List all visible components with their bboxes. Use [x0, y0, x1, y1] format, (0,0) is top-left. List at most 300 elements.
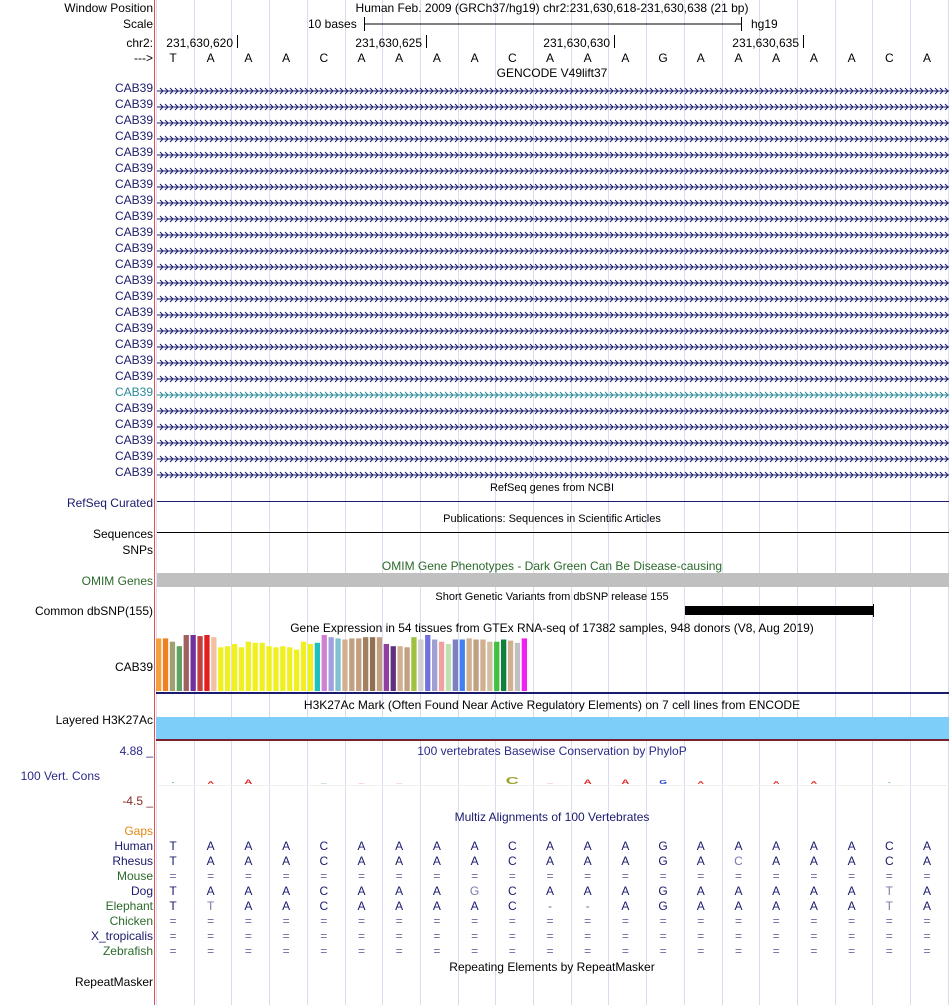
dbsnp-variant-bar[interactable]	[685, 606, 874, 615]
gencode-transcript-label[interactable]: CAB39	[114, 369, 153, 383]
multiz-base: G	[658, 854, 668, 868]
gtex-tissue-bar[interactable]	[280, 646, 285, 691]
multiz-base: A	[772, 854, 781, 868]
gencode-transcript-label[interactable]: CAB39	[114, 321, 153, 335]
scale-assembly: hg19	[751, 17, 778, 31]
base-letter: A	[621, 51, 630, 65]
multiz-base: =	[282, 914, 290, 928]
ruler-tick-label: 231,630,620	[166, 36, 233, 50]
multiz-base: =	[810, 929, 818, 943]
gencode-transcript-label[interactable]: CAB39	[114, 433, 153, 447]
refseq-track-label[interactable]: RefSeq Curated	[66, 496, 153, 510]
strand-label: --->	[134, 51, 153, 65]
multiz-base: =	[357, 944, 366, 958]
multiz-base: =	[734, 929, 743, 943]
gencode-transcript[interactable]	[157, 100, 949, 108]
gtex-tissue-bar[interactable]	[322, 635, 327, 691]
gencode-transcript[interactable]	[157, 388, 949, 396]
dbsnp-track-label[interactable]: Common dbSNP(155)	[34, 604, 153, 618]
multiz-base: A	[432, 854, 441, 868]
h3k27ac-track-title: H3K27Ac Mark (Often Found Near Active Regulatory Elements) on 7 cell lines from ENCODE	[303, 698, 801, 712]
gencode-transcript-label[interactable]: CAB39	[114, 113, 153, 127]
multiz-base: =	[207, 914, 215, 928]
multiz-base: T	[169, 899, 177, 913]
multiz-base: =	[848, 869, 856, 883]
multiz-base: A	[357, 884, 366, 898]
multiz-base: =	[395, 869, 403, 883]
gencode-transcript[interactable]	[157, 244, 949, 252]
multiz-base: A	[696, 839, 705, 853]
scale-bar	[362, 16, 746, 32]
multiz-base: =	[697, 944, 705, 958]
gtex-tissue-bar[interactable]	[349, 638, 354, 691]
multiz-base: A	[621, 839, 630, 853]
multiz-base: A	[621, 899, 630, 913]
gencode-transcript-label[interactable]: CAB39	[114, 97, 153, 111]
gencode-transcript-label[interactable]: CAB39	[114, 401, 153, 415]
multiz-base: C	[507, 854, 517, 868]
assembly-position-text: Human Feb. 2009 (GRCh37/hg19) chr2:231,630,618-231,630,638 (21 bp)	[355, 1, 749, 15]
multiz-species-label[interactable]: Rhesus	[112, 854, 153, 868]
gtex-tissue-bar[interactable]	[204, 635, 209, 691]
multiz-base: =	[357, 929, 366, 943]
multiz-species-label[interactable]: Zebrafish	[102, 944, 153, 958]
multiz-base: =	[923, 944, 931, 958]
snps-group-label: SNPs	[122, 543, 153, 557]
multiz-base: A	[922, 854, 932, 868]
gencode-track-title: GENCODE V49lift37	[496, 66, 608, 80]
gtex-tissue-bar[interactable]	[211, 637, 216, 691]
conservation-glyph: -	[887, 780, 891, 786]
gtex-tissue-bar[interactable]	[197, 636, 202, 691]
h3k27ac-track-label[interactable]: Layered H3K27Ac	[55, 713, 153, 727]
multiz-base: =	[433, 869, 441, 883]
multiz-base: C	[884, 854, 894, 868]
gencode-transcript-label[interactable]: CAB39	[114, 225, 153, 239]
gtex-tissue-bar[interactable]	[453, 640, 458, 692]
multiz-base: =	[357, 914, 366, 928]
gencode-transcript[interactable]	[157, 372, 949, 380]
base-letter: A	[357, 51, 366, 65]
gencode-transcript-label[interactable]: CAB39	[114, 145, 153, 159]
gtex-tissue-bar[interactable]	[184, 635, 189, 691]
gencode-transcript-label[interactable]: CAB39	[114, 337, 153, 351]
multiz-base: A	[244, 899, 253, 913]
multiz-base: =	[508, 914, 516, 928]
multiz-base: =	[244, 869, 252, 883]
multiz-base: A	[282, 884, 291, 898]
gencode-transcript-label[interactable]: CAB39	[114, 465, 153, 479]
multiz-species-label[interactable]: Mouse	[116, 869, 153, 883]
multiz-base: =	[848, 914, 856, 928]
multiz-base: C	[734, 854, 743, 868]
gtex-tissue-bar[interactable]	[473, 640, 478, 692]
multiz-base: =	[320, 869, 328, 883]
gencode-transcript-label[interactable]: CAB39	[114, 273, 153, 287]
gtex-tissue-bar[interactable]	[522, 638, 527, 691]
multiz-base: A	[696, 884, 705, 898]
multiz-base: A	[772, 839, 781, 853]
multiz-base: A	[734, 839, 743, 853]
gtex-tissue-bar[interactable]	[294, 650, 299, 691]
ruler-tick-label: 231,630,630	[543, 36, 610, 50]
multiz-base: T	[885, 884, 893, 898]
gencode-transcript-label[interactable]: CAB39	[114, 417, 153, 431]
gencode-transcript[interactable]	[157, 180, 949, 188]
base-letter: G	[658, 51, 668, 65]
gencode-transcript[interactable]	[157, 356, 949, 364]
gtex-tissue-bar[interactable]	[163, 638, 168, 691]
multiz-base: A	[621, 854, 630, 868]
refseq-track-line[interactable]	[157, 501, 949, 502]
multiz-base: =	[772, 944, 780, 958]
base-letter: A	[206, 51, 215, 65]
omim-track-label[interactable]: OMIM Genes	[81, 574, 153, 588]
gencode-transcript-label[interactable]: CAB39	[114, 305, 153, 319]
gencode-transcript-label[interactable]: CAB39	[114, 193, 153, 207]
multiz-base: =	[584, 944, 592, 958]
gtex-tissue-bar[interactable]	[225, 646, 230, 691]
multiz-base: =	[885, 929, 893, 943]
gtex-tissue-bar[interactable]	[335, 638, 340, 691]
gencode-transcript[interactable]	[157, 84, 949, 92]
repeatmasker-track-title: Repeating Elements by RepeatMasker	[449, 960, 655, 974]
multiz-base: =	[734, 944, 743, 958]
multiz-base: A	[244, 839, 253, 853]
multiz-species-label[interactable]: Human	[114, 839, 153, 853]
multiz-base: =	[433, 944, 441, 958]
multiz-base: =	[621, 914, 629, 928]
label-divider	[154, 0, 155, 1005]
conservation-glyph: G	[659, 779, 667, 786]
gtex-tissue-bar[interactable]	[170, 642, 175, 691]
multiz-species-label[interactable]: Elephant	[105, 899, 153, 913]
gencode-transcript[interactable]	[157, 308, 949, 316]
conservation-logo[interactable]	[156, 766, 949, 786]
conservation-glyph: A	[772, 779, 780, 786]
multiz-base: A	[395, 854, 404, 868]
gtex-tissue-bar[interactable]	[377, 637, 382, 691]
ruler-tick-label: 231,630,625	[355, 36, 422, 50]
ruler-tick-mark	[614, 35, 615, 48]
multiz-base: =	[584, 929, 592, 943]
multiz-base: =	[546, 929, 554, 943]
multiz-base: =	[433, 914, 441, 928]
conservation-min-label: -4.5 _	[122, 794, 153, 808]
gtex-tissue-bar[interactable]	[308, 644, 313, 691]
gtex-tissue-bar[interactable]	[384, 644, 389, 691]
multiz-base: =	[848, 929, 856, 943]
gtex-tissue-bar[interactable]	[398, 646, 403, 691]
conservation-glyph: A	[207, 779, 214, 786]
multiz-base: C	[319, 899, 329, 913]
multiz-base: C	[319, 884, 329, 898]
multiz-base: =	[697, 869, 705, 883]
gencode-transcript[interactable]	[157, 420, 949, 428]
multiz-track-title: Multiz Alignments of 100 Vertebrates	[454, 810, 650, 824]
multiz-base: =	[471, 869, 479, 883]
multiz-base: A	[696, 854, 705, 868]
multiz-base: =	[697, 914, 705, 928]
gtex-tissue-bar[interactable]	[391, 646, 396, 691]
gencode-transcript[interactable]	[157, 212, 949, 220]
gtex-tissue-bar[interactable]	[487, 642, 492, 691]
multiz-base: =	[772, 869, 780, 883]
multiz-base: -	[585, 899, 590, 913]
publications-track-line[interactable]	[157, 532, 949, 533]
h3k27ac-signal[interactable]	[156, 717, 949, 739]
gtex-tissue-bar[interactable]	[315, 643, 320, 691]
multiz-base: =	[546, 869, 554, 883]
gtex-tissue-bar[interactable]	[239, 647, 244, 691]
multiz-base: A	[432, 884, 441, 898]
multiz-base: A	[244, 854, 253, 868]
multiz-base: =	[207, 929, 215, 943]
multiz-base: =	[885, 869, 893, 883]
omim-track-bar[interactable]	[157, 573, 949, 587]
gtex-tissue-bar[interactable]	[156, 638, 161, 691]
gtex-tissue-bar[interactable]	[411, 637, 416, 691]
multiz-base: A	[583, 839, 592, 853]
gencode-transcript[interactable]	[157, 260, 949, 268]
multiz-base: =	[848, 944, 856, 958]
chrom-label: chr2:	[126, 36, 153, 50]
gencode-transcript[interactable]	[157, 292, 949, 300]
gtex-expression-chart[interactable]	[156, 634, 556, 692]
dbsnp-track-title: Short Genetic Variants from dbSNP release 155	[435, 591, 669, 603]
gencode-transcript-label[interactable]: CAB39	[114, 385, 153, 399]
multiz-base: A	[734, 899, 743, 913]
scale-label: Scale	[122, 17, 153, 31]
gtex-tissue-bar[interactable]	[287, 647, 292, 691]
multiz-base: A	[206, 884, 215, 898]
multiz-base: A	[432, 839, 441, 853]
gtex-tissue-bar[interactable]	[404, 647, 409, 691]
multiz-base: =	[923, 869, 931, 883]
gtex-track-label[interactable]: CAB39	[114, 660, 153, 674]
gencode-transcript[interactable]	[157, 228, 949, 236]
base-letter: A	[696, 51, 705, 65]
base-letter: C	[884, 51, 894, 65]
multiz-base: =	[169, 914, 177, 928]
gtex-tissue-bar[interactable]	[363, 637, 368, 691]
multiz-base: =	[734, 914, 743, 928]
gtex-tissue-bar[interactable]	[342, 640, 347, 692]
gencode-transcript[interactable]	[157, 324, 949, 332]
multiz-species-label[interactable]: Chicken	[109, 914, 153, 928]
multiz-base: A	[809, 839, 818, 853]
multiz-base: =	[697, 929, 705, 943]
gtex-tissue-bar[interactable]	[253, 643, 258, 691]
gtex-tissue-bar[interactable]	[467, 638, 472, 691]
gtex-tissue-bar[interactable]	[460, 640, 465, 692]
gencode-transcript-label[interactable]: CAB39	[114, 241, 153, 255]
gtex-tissue-bar[interactable]	[418, 640, 423, 692]
gtex-tissue-bar[interactable]	[177, 646, 182, 691]
gtex-tissue-bar[interactable]	[480, 640, 485, 692]
gtex-tissue-bar[interactable]	[232, 644, 237, 691]
gtex-tissue-bar[interactable]	[356, 638, 361, 691]
gencode-transcript[interactable]	[157, 452, 949, 460]
gtex-tissue-bar[interactable]	[508, 641, 513, 691]
scale-text: 10 bases	[308, 17, 357, 31]
gencode-transcript-label[interactable]: CAB39	[114, 81, 153, 95]
multiz-base: A	[470, 839, 479, 853]
multiz-base: A	[545, 884, 555, 898]
multiz-base: T	[885, 899, 893, 913]
multiz-base: =	[659, 944, 667, 958]
multiz-base: =	[207, 869, 215, 883]
multiz-base: =	[508, 944, 516, 958]
gtex-track-separator	[156, 692, 949, 694]
gencode-transcript[interactable]	[157, 404, 949, 412]
gtex-tissue-bar[interactable]	[446, 644, 451, 691]
multiz-base: A	[621, 884, 630, 898]
publications-track-label[interactable]: Sequences	[92, 527, 153, 541]
multiz-base: =	[508, 929, 516, 943]
multiz-base: =	[282, 929, 290, 943]
multiz-base: T	[169, 884, 177, 898]
gtex-tissue-bar[interactable]	[273, 647, 278, 691]
base-letter: C	[319, 51, 329, 65]
multiz-species-label[interactable]: Dog	[130, 884, 153, 898]
gtex-tissue-bar[interactable]	[191, 635, 196, 691]
gencode-transcript-label[interactable]: CAB39	[114, 449, 153, 463]
gtex-tissue-bar[interactable]	[439, 642, 444, 691]
multiz-base: =	[207, 944, 215, 958]
multiz-base: -	[548, 899, 552, 913]
multiz-base: =	[659, 914, 667, 928]
gencode-transcript[interactable]	[157, 116, 949, 124]
multiz-base: A	[357, 854, 366, 868]
multiz-base: A	[545, 839, 555, 853]
base-letter: A	[432, 51, 441, 65]
multiz-base: A	[282, 839, 291, 853]
multiz-base: A	[772, 899, 781, 913]
h3k27ac-baseline	[156, 739, 949, 741]
conservation-glyph: —	[320, 781, 327, 786]
base-letter: T	[169, 51, 177, 65]
multiz-base: C	[507, 884, 517, 898]
conservation-max-label: 4.88 _	[119, 744, 153, 758]
gtex-tissue-bar[interactable]	[218, 647, 223, 691]
multiz-base: =	[282, 869, 290, 883]
multiz-base: A	[357, 839, 366, 853]
gtex-tissue-bar[interactable]	[301, 642, 306, 691]
gencode-transcript-label[interactable]: CAB39	[114, 257, 153, 271]
multiz-base: =	[772, 914, 780, 928]
gencode-transcript[interactable]	[157, 196, 949, 204]
gtex-tissue-bar[interactable]	[432, 640, 437, 692]
gtex-tissue-bar[interactable]	[260, 643, 265, 691]
multiz-base: =	[169, 869, 177, 883]
base-letter: A	[734, 51, 743, 65]
base-letter: A	[583, 51, 592, 65]
gencode-transcript-label[interactable]: CAB39	[114, 289, 153, 303]
multiz-species-label[interactable]: X_tropicalis	[90, 929, 153, 943]
gencode-transcript[interactable]	[157, 340, 949, 348]
multiz-base: =	[471, 929, 479, 943]
gtex-tissue-bar[interactable]	[370, 637, 375, 691]
gencode-transcript[interactable]	[157, 276, 949, 284]
ruler-tick-mark	[237, 35, 238, 48]
gtex-tissue-bar[interactable]	[494, 642, 499, 691]
multiz-base: =	[621, 944, 629, 958]
multiz-base: =	[508, 869, 516, 883]
ruler-tick-mark	[426, 35, 427, 48]
gencode-transcript[interactable]	[157, 148, 949, 156]
multiz-base: =	[357, 869, 366, 883]
base-letter: A	[847, 51, 856, 65]
base-letter: A	[545, 51, 555, 65]
gencode-transcript[interactable]	[157, 164, 949, 172]
multiz-base: =	[395, 929, 403, 943]
gtex-tissue-bar[interactable]	[501, 640, 506, 692]
gencode-transcript[interactable]	[157, 468, 949, 476]
multiz-base: A	[282, 854, 291, 868]
gencode-transcript-label[interactable]: CAB39	[114, 209, 153, 223]
conservation-glyph: A	[810, 779, 818, 786]
gtex-tissue-bar[interactable]	[425, 635, 430, 691]
gaps-label: Gaps	[124, 824, 153, 838]
multiz-base: =	[810, 944, 818, 958]
gencode-transcript[interactable]	[157, 436, 949, 444]
multiz-base: =	[621, 869, 629, 883]
base-letter: A	[244, 51, 253, 65]
base-letter: A	[809, 51, 818, 65]
multiz-base: =	[621, 929, 629, 943]
omim-track-title: OMIM Gene Phenotypes - Dark Green Can Be Disease-causing	[381, 559, 723, 573]
ruler-tick-mark	[803, 35, 804, 48]
gencode-transcript-label[interactable]: CAB39	[114, 177, 153, 191]
multiz-base: =	[584, 914, 592, 928]
multiz-base: A	[734, 884, 743, 898]
gtex-tissue-bar[interactable]	[329, 637, 334, 691]
multiz-base: A	[772, 884, 781, 898]
multiz-base: =	[659, 869, 667, 883]
gencode-transcript-label[interactable]: CAB39	[114, 353, 153, 367]
multiz-base: =	[584, 869, 592, 883]
multiz-base: =	[546, 944, 554, 958]
gencode-transcript-label[interactable]: CAB39	[114, 161, 153, 175]
multiz-base: =	[471, 914, 479, 928]
base-letter: A	[282, 51, 291, 65]
multiz-base: C	[507, 839, 517, 853]
conservation-track-label[interactable]: 100 Vert. Cons	[20, 769, 100, 783]
base-letter: A	[922, 51, 932, 65]
conservation-glyph: C	[505, 775, 519, 786]
refseq-track-title: RefSeq genes from NCBI	[489, 482, 615, 494]
gtex-tissue-bar[interactable]	[266, 646, 271, 691]
window-position-label: Window Position	[64, 1, 153, 15]
conservation-glyph: A	[621, 778, 630, 786]
conservation-glyph: A	[697, 779, 705, 786]
gtex-tissue-bar[interactable]	[246, 642, 251, 691]
multiz-base: A	[809, 899, 818, 913]
gencode-transcript[interactable]	[157, 132, 949, 140]
multiz-base: =	[395, 944, 403, 958]
base-letter: A	[772, 51, 781, 65]
multiz-base: C	[319, 854, 329, 868]
gtex-tissue-bar[interactable]	[515, 643, 520, 691]
conservation-glyph: -	[171, 780, 175, 786]
multiz-base: =	[923, 929, 931, 943]
repeatmasker-track-label[interactable]: RepeatMasker	[74, 975, 153, 989]
multiz-base: G	[469, 884, 480, 898]
publications-track-title: Publications: Sequences in Scientific Articles	[443, 513, 661, 525]
multiz-base: =	[923, 914, 931, 928]
gencode-transcript-label[interactable]: CAB39	[114, 129, 153, 143]
